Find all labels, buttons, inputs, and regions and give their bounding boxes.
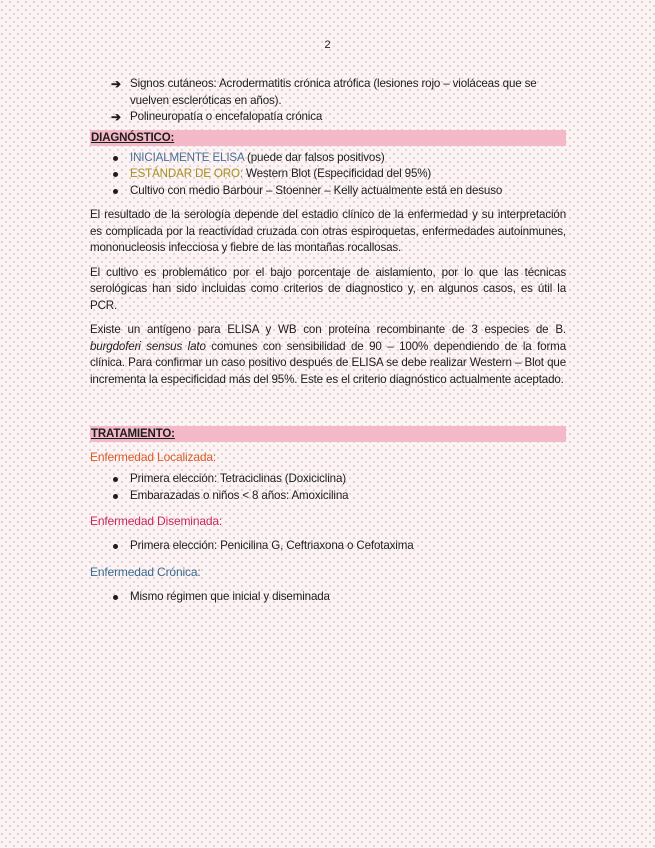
list-item-text: Signos cutáneos: Acrodermatitis crónica atrófica (lesiones rojo – violáceas que se vuelven escleróticas en años). (130, 77, 537, 107)
bullet-dot-icon (113, 189, 118, 194)
list-item-text: Mismo régimen que inicial y diseminada (130, 589, 330, 603)
paragraph-antigen (90, 322, 566, 388)
subheading-localizada: Enfermedad Localizada: (90, 450, 217, 464)
bullet-dot-icon (113, 172, 118, 177)
section-heading-tratamiento: TRATAMIENTO: (90, 426, 566, 442)
list-item (90, 538, 566, 555)
list-item-text: Embarazadas o niños < 8 años: Amoxicilina (130, 488, 349, 502)
list-item (90, 471, 566, 488)
list-item (90, 150, 566, 167)
list-item (90, 166, 566, 183)
list-item-text: (puede dar falsos positivos) (243, 150, 385, 164)
subheading-cronica: Enfermedad Crónica: (90, 564, 201, 579)
initial-elisa-label: INICIALMENTE ELISA (130, 150, 244, 164)
arrow-right-icon: ➔ (111, 110, 121, 124)
list-item (90, 183, 566, 200)
localizada-list (90, 471, 566, 504)
paragraph-culture: El cultivo es problemático por el bajo porcentaje de aislamiento, por lo que las técnicas serológicas han sido incluidas como criterios de diagnostico y, en algunos casos, es útil la PCR. (90, 265, 566, 312)
arrow-right-icon: ➔ (111, 77, 121, 91)
symptom-list (90, 76, 566, 126)
list-item (90, 488, 566, 505)
list-item-text: Polineuropatía o encefalopatía crónica (130, 110, 323, 123)
section-heading-diagnostico: DIAGNÓSTICO: (90, 130, 566, 146)
list-item-text: Western Blot (Especificidad del 95%) (242, 167, 432, 180)
subheading-diseminada: Enfermedad Diseminada: (90, 514, 223, 528)
bullet-dot-icon (113, 494, 118, 499)
list-item (90, 589, 566, 606)
gold-standard-label: ESTÁNDAR DE ORO: (130, 167, 243, 180)
page-number: 2 (324, 39, 331, 51)
bullet-dot-icon (113, 156, 118, 161)
paragraph-antigen-end: comunes con sensibilidad de 90 – 100% dependiendo de la forma clínica. Para confirmar un caso positivo después de ELISA se debe realizar Western – Blot que incrementa la especificidad más del 95%. Este es el criterio diagnóstico actualmente aceptado. (90, 339, 566, 386)
diseminada-list (90, 538, 566, 555)
list-item-text: Primera elección: Penicilina G, Ceftriaxona o Cefotaxima (130, 539, 414, 552)
species-name: burgdoferi sensus lato (90, 339, 206, 353)
list-item (90, 76, 566, 109)
list-item-text: Cultivo con medio Barbour – Stoenner – Kelly actualmente está en desuso (130, 183, 503, 197)
paragraph-antigen-start: Existe un antígeno para ELISA y WB con proteína recombinante de 3 especies de B. (90, 323, 566, 336)
diagnostic-list (90, 150, 566, 200)
bullet-dot-icon (113, 544, 118, 549)
bullet-dot-icon (113, 477, 118, 482)
list-item-text: Primera elección: Tetraciclinas (Doxiciclina) (130, 472, 346, 485)
document-body (90, 76, 566, 605)
paragraph-serology: El resultado de la serología depende del estadio clínico de la enfermedad y su interpretación es complicada por la reactividad cruzada con otras espiroquetas, enfermedades autoinmunes, mononucleosis infecciosa y fiebre de las montañas rocallosas. (90, 208, 566, 254)
list-item (90, 109, 566, 126)
bullet-dot-icon (113, 595, 118, 600)
cronica-list (90, 589, 566, 606)
